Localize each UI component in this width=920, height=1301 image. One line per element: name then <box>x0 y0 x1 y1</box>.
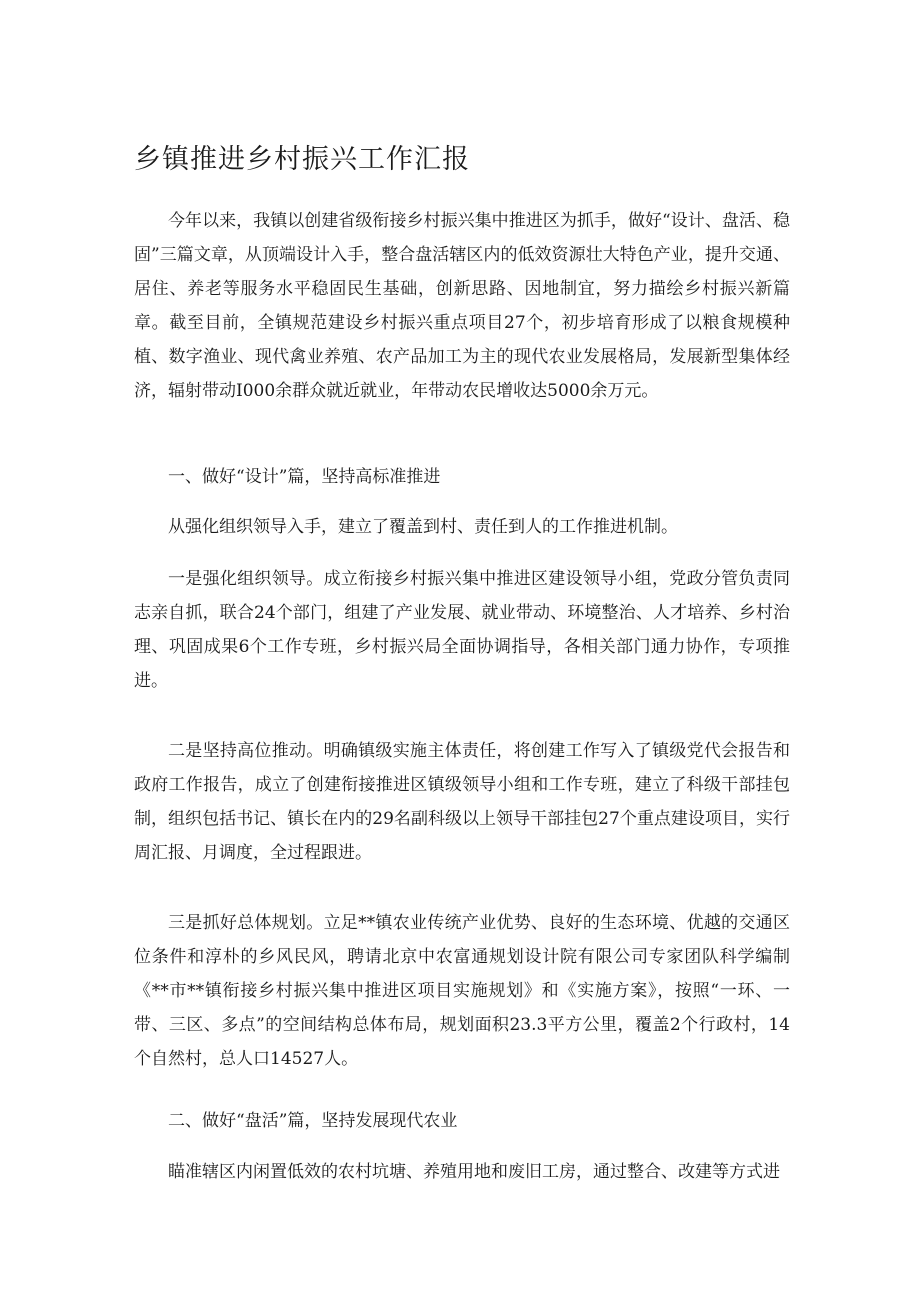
intro-paragraph: 今年以来，我镇以创建省级衔接乡村振兴集中推进区为抓手，做好“设计、盘活、稳固”三篇文章，从顶端设计入手，整合盘活辖区内的低效资源壮大特色产业，提升交通、居住、养老等服务水平稳固民生基础，创新思路、因地制宜，努力描绘乡村振兴新篇章。截至目前，全镇规范建设乡村振兴重点项目27个，初步培育形成了以粮食规模种植、数字渔业、现代禽业养殖、农产品加工为主的现代农业发展格局，发展新型集体经济，辐射带动I000余群众就近就业，年带动农民增收达5000余万元。 <box>134 211 790 401</box>
section2-lead-paragraph: 瞄准辖区内闲置低效的农村坑塘、养殖用地和废旧工房，通过整合、改建等方式进 <box>168 1162 780 1182</box>
section1-item2-paragraph: 二是坚持高位推动。明确镇级实施主体责任，将创建工作写入了镇级党代会报告和政府工作报告，成立了创建衔接推进区镇级领导小组和工作专班，建立了科级干部挂包制，组织包括书记、镇长在内的29名副科级以上领导干部挂包27个重点建设项目，实行周汇报、月调度，全过程跟进。 <box>134 741 790 863</box>
section1-lead-paragraph: 从强化组织领导入手，建立了覆盖到村、责任到人的工作推进机制。 <box>168 517 678 537</box>
section1-item1-paragraph: 一是强化组织领导。成立衔接乡村振兴集中推进区建设领导小组，党政分管负责同志亲自抓，联合24个部门，组建了产业发展、就业带动、环境整治、人才培养、乡村治理、巩固成果6个工作专班，乡村振兴局全面协调指导，各相关部门通力协作，专项推进。 <box>134 569 790 691</box>
section1-item3-paragraph: 三是抓好总体规划。立足**镇农业传统产业优势、良好的生态环境、优越的交通区位条件和淳朴的乡风民风，聘请北京中农富通规划设计院有限公司专家团队科学编制《**市**镇衔接乡村振兴集中推进区项目实施规划》和《实施方案》，按照“一环、一带、三区、多点”的空间结构总体布局，规划面积23.3平方公里，覆盖2个行政村，14个自然村，总人口14527人。 <box>134 913 790 1069</box>
section1-heading: 一、做好“设计”篇，坚持高标准推进 <box>168 467 441 487</box>
section2-heading: 二、做好“盘活”篇，坚持发展现代农业 <box>168 1111 458 1131</box>
document-title: 乡镇推进乡村振兴工作汇报 <box>134 144 470 175</box>
